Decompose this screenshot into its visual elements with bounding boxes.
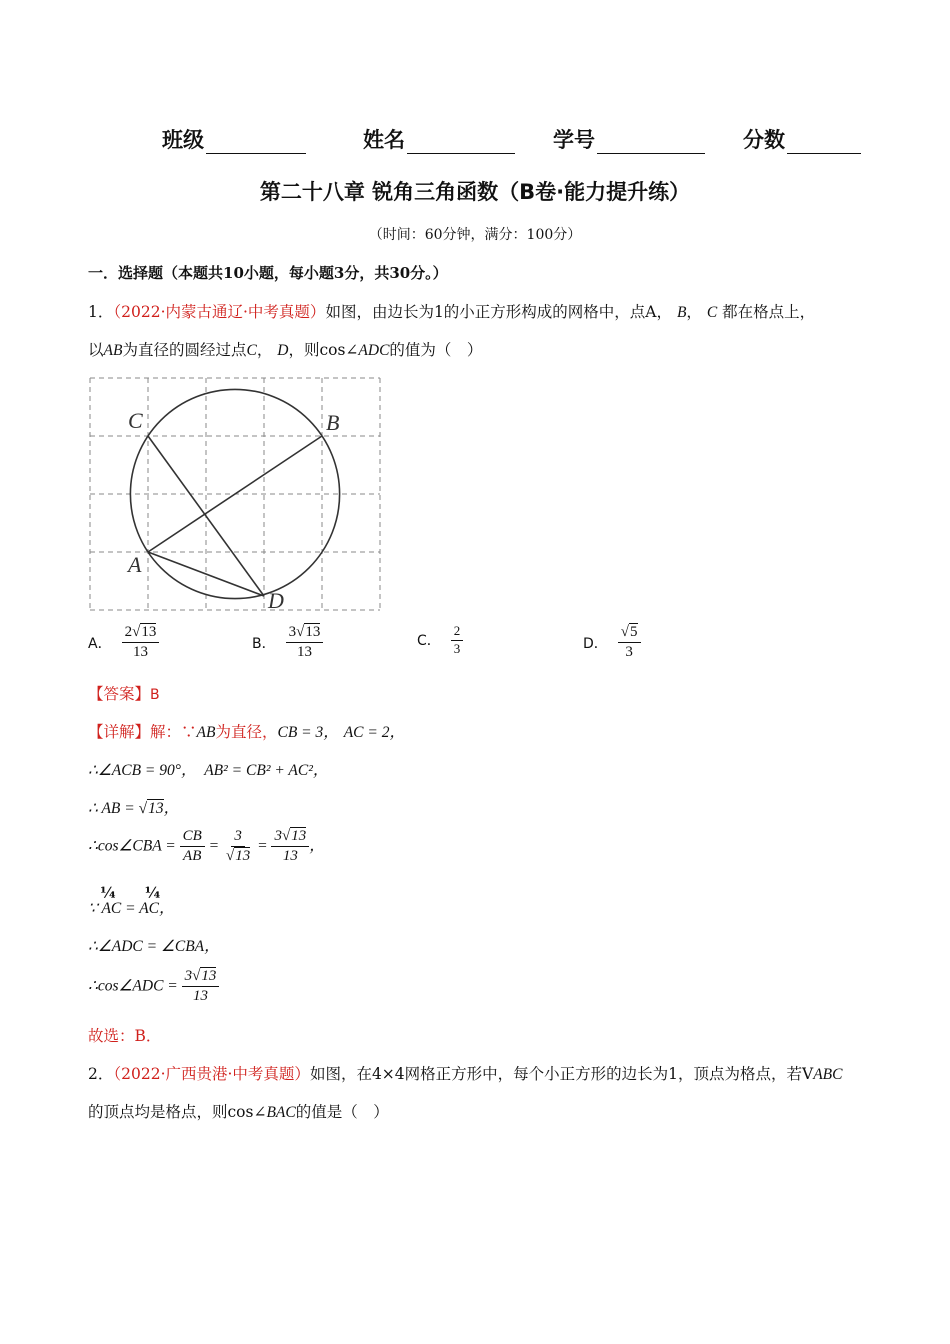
arc-mark-1: ¼	[100, 884, 116, 902]
detail-ac: AC = 2，	[343, 724, 405, 741]
id-blank[interactable]	[597, 133, 705, 154]
q1-line1: 1．（2022·内蒙古通辽·中考真题）如图，由边长为1的小正方形构成的网格中，点A， B， C 都在格点上，	[88, 303, 816, 321]
label-a: A	[128, 552, 142, 577]
q1-point-c: C	[706, 304, 718, 321]
answer-tag: 【答案】	[88, 685, 151, 703]
q1-text-e: ，则cos∠	[288, 341, 359, 359]
q2-line2	[88, 1100, 389, 1122]
q1-step6: ∴∠ADC = ∠CBA，	[88, 938, 220, 955]
detail-cb: CB = 3，	[277, 724, 339, 741]
detail-ab: AB	[196, 724, 216, 741]
option-a-label: A．	[88, 635, 112, 652]
step3-rad: 13	[148, 800, 164, 817]
q1-figure	[86, 374, 386, 614]
label-c: C	[128, 408, 143, 433]
score-field	[743, 124, 861, 154]
option-a-value: $\frac{2√13}{13}$	[122, 624, 160, 662]
q2-line1	[88, 1062, 843, 1084]
score-blank[interactable]	[787, 133, 861, 154]
section-heading: 一．选择题（本题共10小题，每小题3分，共30分。）	[88, 264, 448, 282]
q1-conclusion: 故选：B．	[88, 1027, 162, 1045]
detail-diam: 为直径，	[215, 723, 278, 741]
q1-step2	[88, 758, 328, 780]
q2-number: 2．	[88, 1065, 114, 1083]
q1-text-b: 都在格点上，	[722, 303, 816, 321]
step4-a: ∴cos∠CBA =	[88, 837, 176, 855]
step7-a: ∴cos∠ADC =	[88, 977, 178, 995]
score-label: 分数	[743, 128, 785, 152]
option-c-value: $\frac{2}{3}$	[451, 624, 464, 657]
option-d[interactable]	[583, 624, 641, 662]
class-label: 班级	[162, 128, 204, 152]
step2-b: AB² = CB² + AC²，	[204, 762, 329, 779]
page-subtitle: （时间：60分钟，满分：100分）	[368, 227, 582, 243]
class-field	[162, 124, 306, 154]
q1-text-f: 的值为（ ）	[389, 341, 483, 359]
q1-step3: ∴ AB = √13，	[88, 800, 180, 817]
q1-ab: AB	[103, 342, 123, 359]
option-b-value: $\frac{3√13}{13}$	[286, 624, 324, 662]
q1-step7: ∴cos∠ADC = $\frac{3√13}{13}$	[88, 968, 219, 1006]
option-d-label: D．	[583, 635, 608, 652]
q1-step4: ∴cos∠CBA = $\frac{CB}{AB}$ = $\frac{3}{√13}$ = $\frac{3√13}{13}$ ，	[88, 828, 325, 865]
option-d-value: $\frac{√5}{3}$	[618, 624, 641, 662]
id-field	[553, 124, 705, 154]
q1-detail-line1	[88, 720, 405, 742]
option-b-label: B．	[252, 635, 276, 652]
step3-a: ∴ AB =	[88, 800, 135, 817]
label-d: D	[268, 588, 284, 613]
name-blank[interactable]	[407, 133, 515, 154]
q1-step5: ∵ AC = AC，	[88, 900, 175, 917]
answer-value: B	[150, 687, 160, 703]
step3-end: ，	[163, 800, 180, 817]
option-c-label: C．	[417, 633, 441, 650]
arc-mark-2: ¼	[144, 884, 161, 902]
q2-text-b: 的顶点均是格点，则cos∠	[88, 1103, 267, 1121]
q1-text-c: 以	[88, 341, 104, 359]
detail-tag: 【详解】	[88, 723, 151, 741]
q2-text-a: 如图，在4×4网格正方形中，每个小正方形的边长为1，顶点为格点，若V	[309, 1065, 814, 1083]
q1-text: 如图，由边长为1的小正方形构成的网格中，点A，	[325, 303, 672, 321]
q1-point-b: B	[676, 304, 687, 321]
q2-source: （2022·广西贵港·中考真题）	[113, 1065, 310, 1083]
q1-source: （2022·内蒙古通辽·中考真题）	[113, 303, 326, 321]
q1-text-d: 为直径的圆经过点	[122, 341, 247, 359]
detail-intro: 解：∵	[150, 723, 197, 741]
name-label: 姓名	[363, 128, 405, 152]
label-b: B	[326, 410, 340, 435]
q1-adc: ADC	[358, 342, 390, 359]
q1-line2: 以AB为直径的圆经过点C， D，则cos∠ADC的值为（ ）	[88, 341, 483, 359]
option-b[interactable]	[252, 624, 323, 662]
option-c[interactable]	[417, 624, 463, 657]
page-title: 第二十八章 锐角三角函数（B卷·能力提升练）	[259, 180, 691, 204]
step4-end: ，	[309, 837, 325, 855]
segments	[148, 436, 322, 596]
q1-point-d: D	[277, 342, 289, 359]
class-blank[interactable]	[206, 133, 306, 154]
q1-point-c2: C	[246, 342, 257, 359]
step2-a: ∴∠ACB = 90°，	[88, 762, 189, 779]
q2-abc: ABC	[813, 1066, 843, 1083]
q2-bac: BAC	[266, 1104, 296, 1121]
option-a[interactable]	[88, 624, 159, 662]
name-field	[363, 124, 515, 154]
id-label: 学号	[553, 128, 595, 152]
q1-answer	[88, 682, 160, 704]
q2-text-c: 的值是（ ）	[295, 1103, 389, 1121]
q1-number: 1．	[88, 303, 114, 321]
